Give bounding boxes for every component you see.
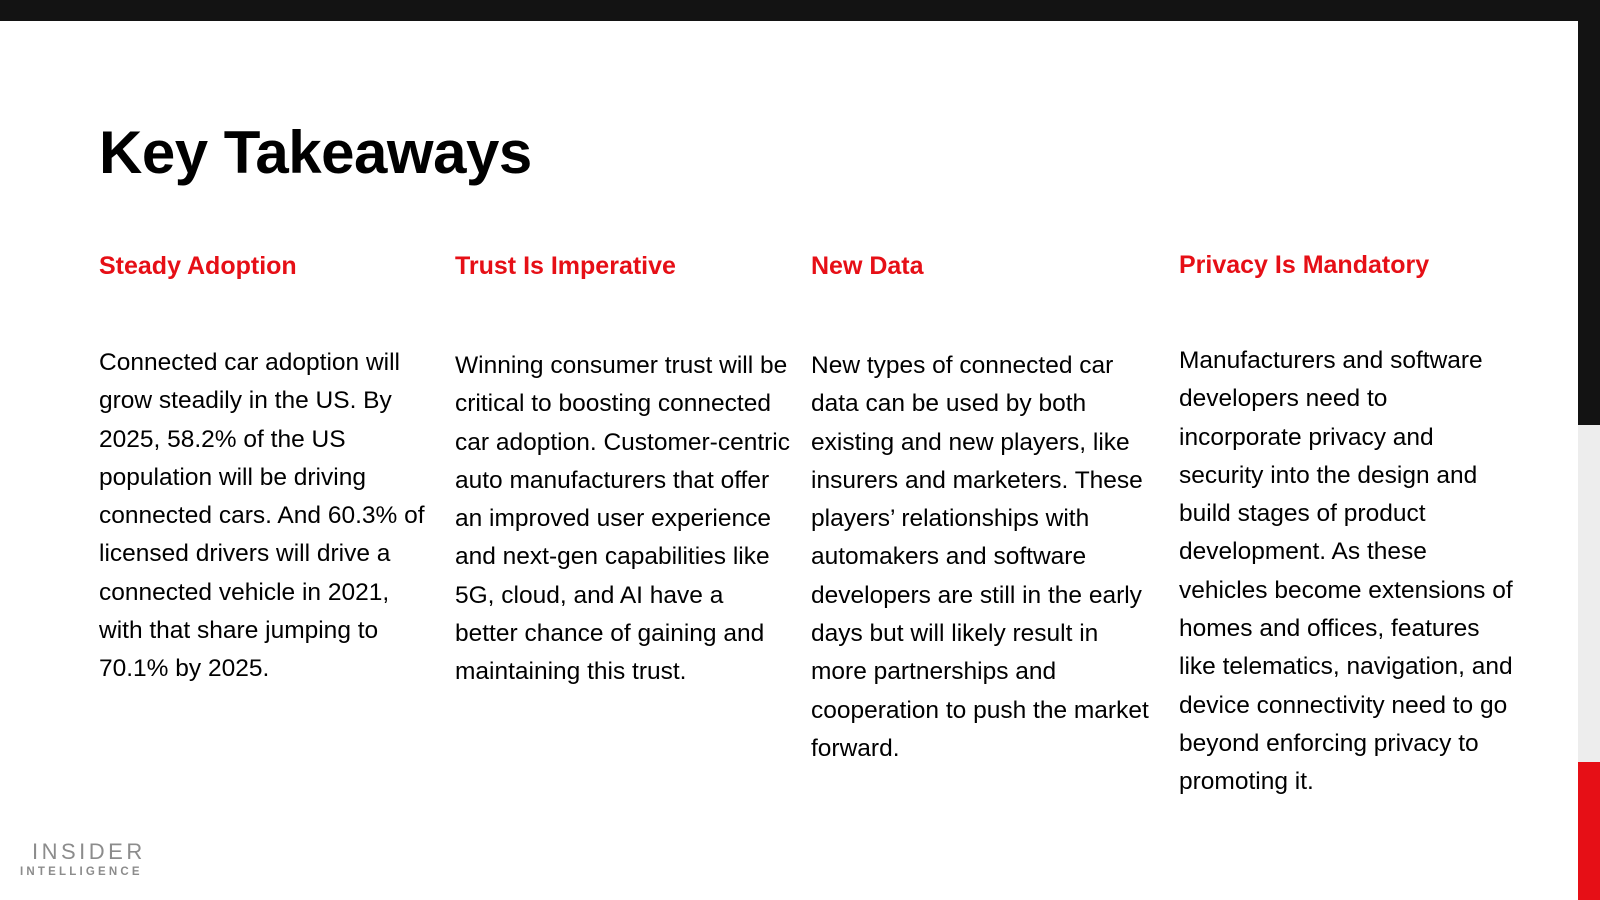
top-bar — [0, 0, 1600, 21]
column-heading-privacy-is-mandatory: Privacy Is Mandatory — [1179, 251, 1430, 279]
slide-title: Key Takeaways — [99, 119, 532, 186]
column-body-new-data: New types of connected car data can be used by both existing and new players, like insurers and marketers. These players’ relationships with automakers and software developers are still in the early days but will likely result in more partnerships and cooperation to push the market forward. — [811, 352, 1149, 762]
insider-intelligence-logo — [20, 840, 180, 880]
column-body-trust-is-imperative: Winning consumer trust will be critical to boosting connected car adoption. Customer-centric auto manufacturers that offer an improved user experience and next-gen capabilities like 5G, cloud, and AI have a better chance of gaining and maintaining this trust. — [455, 352, 790, 686]
right-accent-bar-gray — [1578, 425, 1600, 762]
right-accent-bar-dark — [1578, 21, 1600, 425]
column-heading-steady-adoption: Steady Adoption — [99, 252, 297, 280]
column-heading-trust-is-imperative: Trust Is Imperative — [455, 252, 676, 280]
column-heading-new-data: New Data — [811, 252, 924, 280]
column-body-steady-adoption: Connected car adoption will grow steadily in the US. By 2025, 58.2% of the US population will be driving connected cars. And 60.3% of licensed drivers will drive a connected vehicle in 2021, with that share jumping to 70.1% by 2025. — [99, 349, 425, 683]
right-accent-bar-red — [1578, 762, 1600, 900]
logo-wordmark-intelligence: INTELLIGENCE — [20, 866, 143, 878]
logo-wordmark-insider: INSIDER — [32, 839, 146, 864]
column-body-privacy-is-mandatory: Manufacturers and software developers need to incorporate privacy and security into the design and build stages of product development. As these vehicles become extensions of homes and offices, features like telematics, navigation, and device connectivity need to go beyond enforcing privacy to promoting it. — [1179, 347, 1513, 796]
